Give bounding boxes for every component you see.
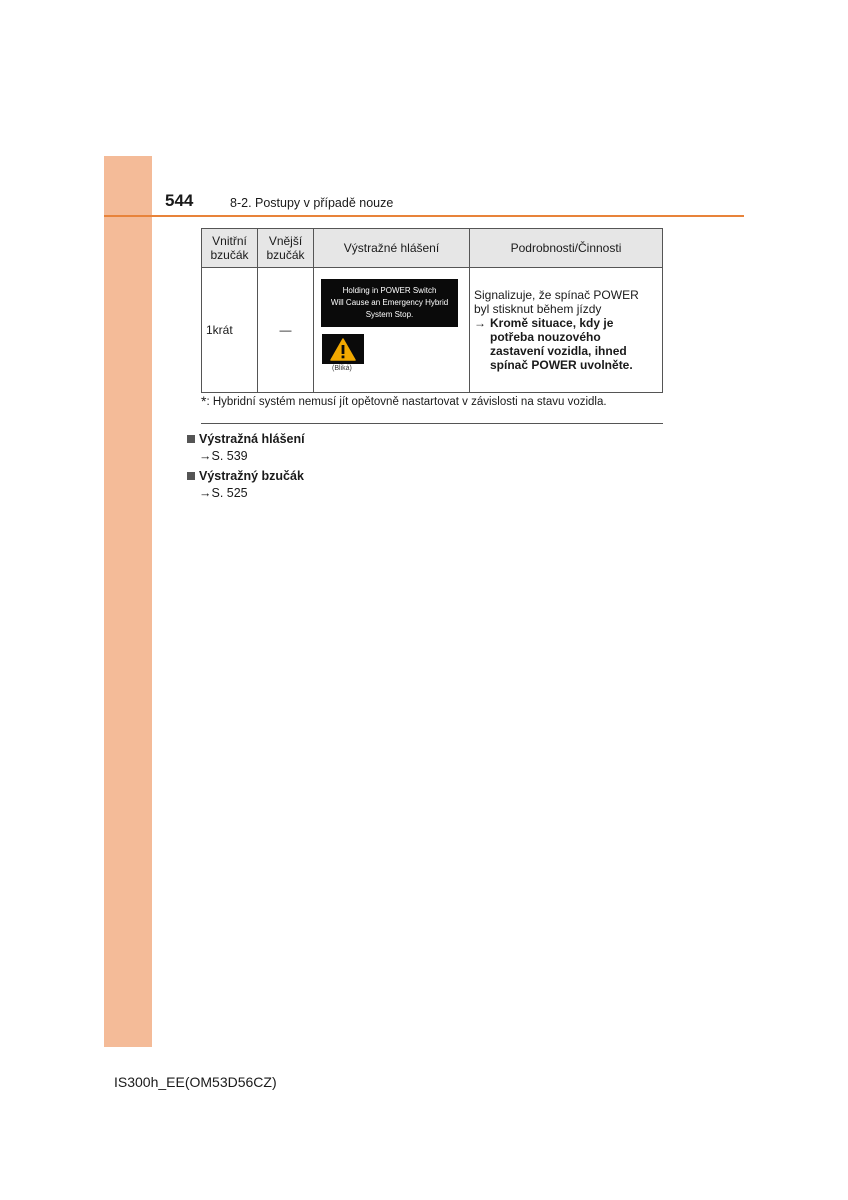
manual-code: IS300h_EE(OM53D56CZ)	[114, 1074, 277, 1090]
details-action-line	[474, 316, 656, 372]
footnote	[201, 393, 607, 409]
blink-label: (Bliká)	[332, 365, 352, 372]
cell-details	[470, 268, 663, 393]
square-bullet-icon	[187, 472, 195, 480]
warning-icon-box	[322, 334, 364, 364]
table-row	[202, 268, 663, 393]
message-line-2: Will Cause an Emergency Hybrid	[330, 298, 449, 307]
reference-title: Výstražný bzučák	[199, 469, 304, 483]
reference-title: Výstražná hlášení	[199, 432, 305, 446]
footnote-rule	[201, 423, 663, 424]
message-line-3: System Stop.	[365, 310, 414, 319]
page-reference-link[interactable]: →S. 525	[199, 486, 248, 500]
page-reference-link[interactable]: →S. 539	[199, 449, 248, 463]
cell-external-buzzer: —	[258, 268, 314, 393]
message-line-1: Holding in POWER Switch	[342, 286, 437, 295]
footnote-text: : Hybridní systém nemusí jít opětovně nastartovat v závislosti na stavu vozidla.	[206, 396, 607, 408]
page-number: 544	[165, 191, 194, 210]
section-title: 8-2. Postupy v případě nouze	[230, 196, 394, 210]
cell-internal-buzzer: 1krát	[202, 268, 258, 393]
table-header-row	[202, 229, 663, 268]
header-rule	[104, 215, 744, 217]
details-action: Kromě situace, kdy je potřeba nouzového zastavení vozidla, ihned spínač POWER uvolněte.	[490, 316, 633, 372]
header-internal-buzzer: Vnitřní bzučák	[202, 229, 258, 268]
header-external-buzzer: Vnější bzučák	[258, 229, 314, 268]
square-bullet-icon	[187, 435, 195, 443]
details-text: Signalizuje, že spínač POWER byl stisknut během jízdy	[474, 288, 639, 316]
side-band	[104, 156, 152, 1047]
warning-triangle-icon	[330, 338, 356, 361]
footnote-marker: *	[201, 393, 207, 409]
arrow-icon: →	[474, 316, 486, 330]
cell-warning-message	[314, 268, 470, 393]
header-warning-message: Výstražné hlášení	[314, 229, 470, 268]
reference-item	[187, 432, 305, 463]
display-message-box	[321, 279, 458, 327]
reference-item	[187, 469, 304, 500]
header-details: Podrobnosti/Činnosti	[470, 229, 663, 268]
warning-table	[201, 228, 663, 393]
